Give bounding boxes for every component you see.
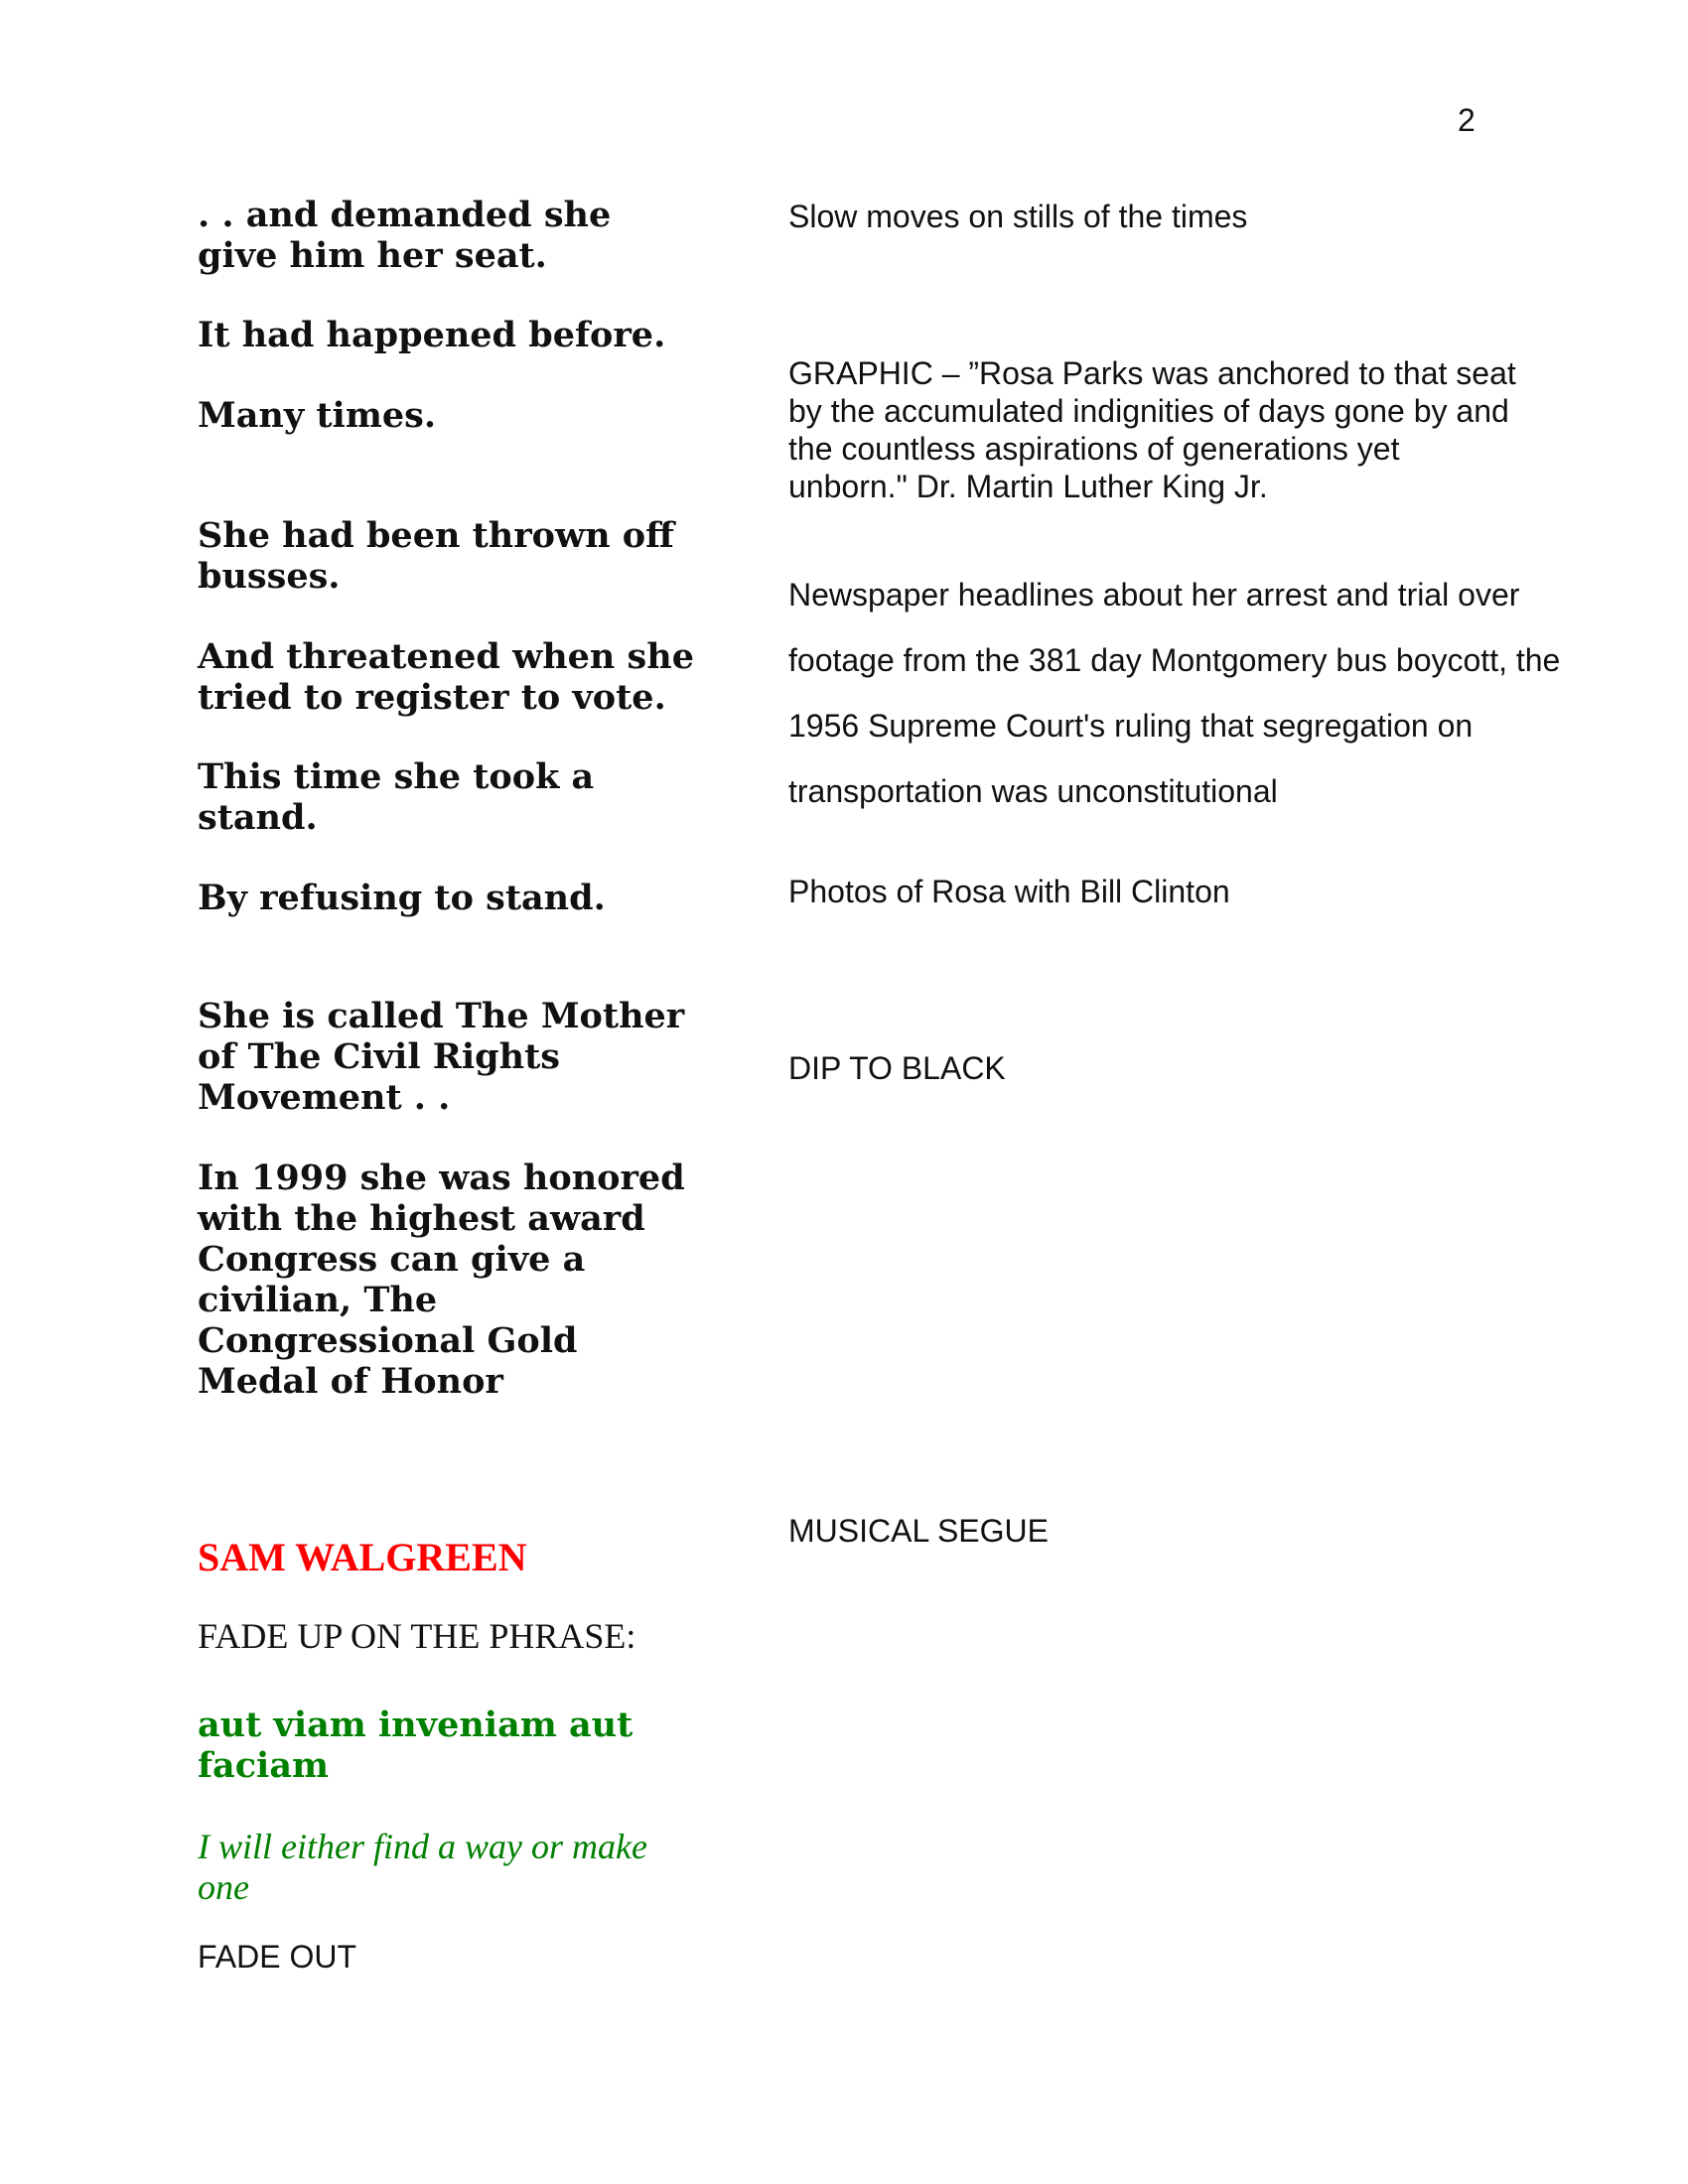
note-slow-moves: Slow moves on stills of the times: [788, 199, 1248, 234]
page-number: 2: [1458, 102, 1476, 138]
narration-happened-before: It had happened before.: [198, 315, 666, 355]
note-dip-to-black: DIP TO BLACK: [788, 1050, 1006, 1086]
direction-fade-up: FADE UP ON THE PHRASE:: [198, 1616, 636, 1656]
narration-took-a-stand: This time she took a stand.: [198, 756, 595, 838]
note-photos-clinton: Photos of Rosa with Bill Clinton: [788, 874, 1230, 909]
direction-fade-out: FADE OUT: [198, 1939, 357, 1975]
narration-refusing-to-stand: By refusing to stand.: [198, 878, 606, 918]
note-graphic-quote: GRAPHIC – ”Rosa Parks was anchored to that seat by the accumulated indignities of days gone by and the countless aspirations of generations yet unborn." Dr. Martin Luther King Jr.: [788, 355, 1516, 504]
latin-phrase: aut viam inveniam aut faciam: [198, 1705, 633, 1786]
narration-threatened-vote: And threatened when she tried to register to vote.: [198, 636, 694, 718]
note-newspaper-headlines: Newspaper headlines about her arrest and trial over footage from the 381 day Montgomery bus boycott, the 1956 Supreme Court's ruling that segregation on transportation was unconstitutional: [788, 577, 1561, 809]
narration-demanded-seat: . . and demanded she give him her seat.: [198, 195, 612, 276]
note-musical-segue: MUSICAL SEGUE: [788, 1513, 1049, 1549]
narration-many-times: Many times.: [198, 395, 437, 436]
narration-mother-civil-rights: She is called The Mother of The Civil Rights Movement . .: [198, 996, 685, 1118]
speaker-name: SAM WALGREEN: [198, 1535, 527, 1579]
narration-thrown-off-busses: She had been thrown off busses.: [198, 515, 674, 597]
narration-gold-medal: In 1999 she was honored with the highest award Congress can give a civilian, The Congressional Gold Medal of Honor: [198, 1158, 685, 1402]
phrase-translation: I will either find a way or make one: [198, 1827, 647, 1907]
